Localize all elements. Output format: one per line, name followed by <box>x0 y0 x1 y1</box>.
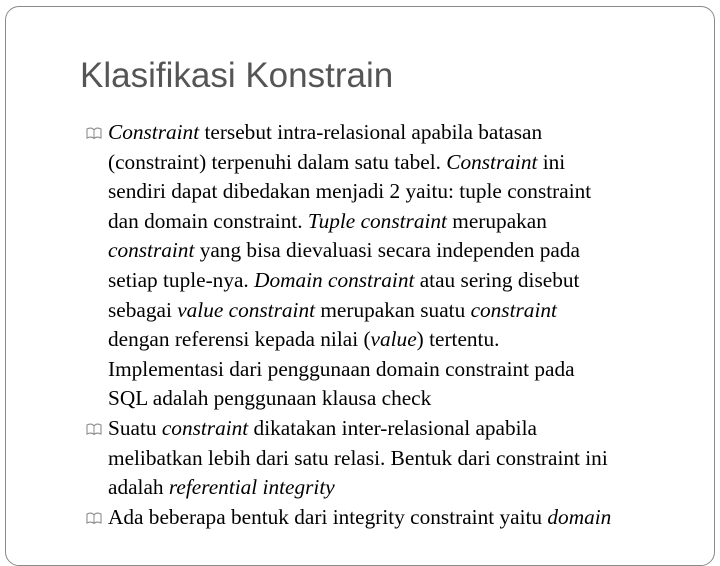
italic-text: domain <box>547 504 612 529</box>
text-run: atau sering disebut <box>414 267 580 292</box>
slide-title: Klasifikasi Konstrain <box>80 56 394 95</box>
bullet-line <box>108 177 690 207</box>
text-run: ) tertentu. <box>416 327 500 352</box>
italic-text: Constraint <box>446 149 538 174</box>
text-run: Suatu <box>108 415 162 440</box>
italic-text: constraint <box>470 297 557 322</box>
text-run: (constraint) terpenuhi dalam satu tabel. <box>108 149 447 174</box>
bullet-line <box>108 148 690 178</box>
text-run: dengan referensi kepada nilai ( <box>108 327 371 352</box>
slide-body <box>86 118 690 532</box>
text-run: merupakan <box>446 208 547 233</box>
bullet-line <box>108 236 690 266</box>
bullet-paragraph <box>86 503 690 533</box>
bullet-line <box>108 503 690 533</box>
text-run: merupakan suatu <box>315 297 471 322</box>
text-run: sebagai <box>108 297 178 322</box>
italic-text: Domain constraint <box>254 267 415 292</box>
text-run: adalah <box>108 475 169 500</box>
italic-text: Tuple constraint <box>307 208 447 233</box>
bullet-line <box>108 296 690 326</box>
text-run: Implementasi dari penggunaan domain constraint pada <box>108 356 575 381</box>
text-run: tersebut intra-relasional apabila batasan <box>199 120 543 144</box>
bullet-line <box>108 444 690 474</box>
text-run: melibatkan lebih dari satu relasi. Bentuk dari constraint ini <box>108 445 608 470</box>
bullet-line <box>108 266 690 296</box>
bullet-paragraph <box>86 414 690 503</box>
text-run: yang bisa dievaluasi secara independen pada <box>194 238 580 263</box>
bullet-line <box>108 118 690 148</box>
bullet-line <box>108 355 690 385</box>
text-run: ini <box>537 149 566 174</box>
text-run: Ada beberapa bentuk dari integrity constraint yaitu <box>108 504 548 529</box>
italic-text: Constraint <box>108 120 200 144</box>
bullet-line <box>108 414 690 444</box>
bullet-line <box>108 473 690 503</box>
book-bullet-icon <box>86 423 102 435</box>
bullet-line <box>108 207 690 237</box>
italic-text: value constraint <box>177 297 316 322</box>
text-run: sendiri dapat dibedakan menjadi 2 yaitu: tuple constraint <box>108 179 592 204</box>
text-run: setiap tuple-nya. <box>108 267 255 292</box>
italic-text: constraint <box>161 415 249 440</box>
bullet-paragraph <box>86 118 690 414</box>
italic-text: referential integrity <box>168 475 335 500</box>
book-bullet-icon <box>86 512 102 524</box>
text-run: dan domain constraint. <box>108 208 308 233</box>
bullet-line <box>108 325 690 355</box>
italic-text: constraint <box>108 238 195 263</box>
text-run: dikatakan inter-relasional apabila <box>248 415 537 440</box>
bullet-line <box>108 384 690 414</box>
text-run: SQL adalah penggunaan klausa check <box>108 386 432 411</box>
book-bullet-icon <box>86 127 102 139</box>
italic-text: value <box>370 327 417 352</box>
